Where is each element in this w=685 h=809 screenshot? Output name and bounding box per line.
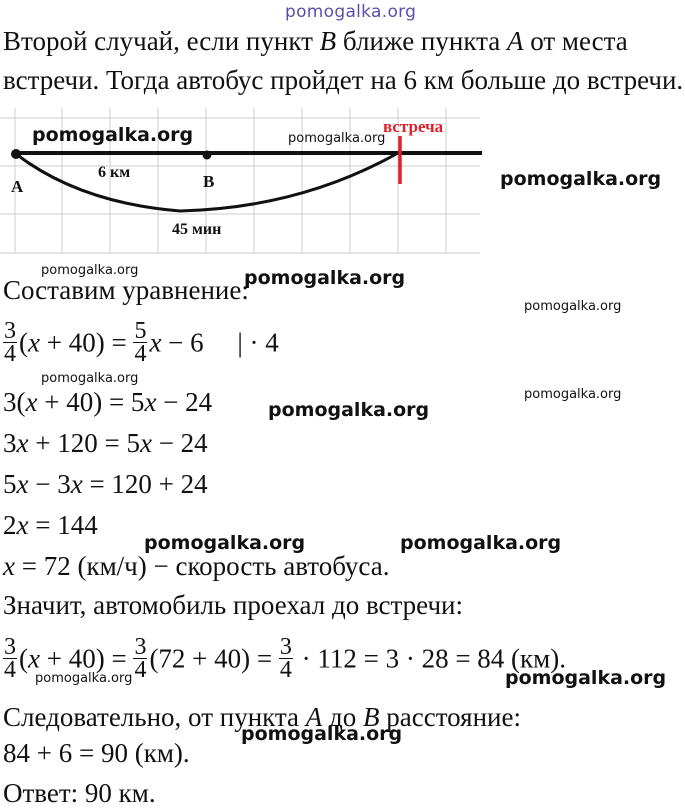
label-b: B [203, 172, 215, 191]
watermark[interactable]: pomogalka.org [32, 124, 194, 146]
watermark[interactable]: pomogalka.org [268, 399, 430, 421]
intro-text: ближе пункта [336, 25, 507, 56]
equation-6: x = 72 (км/ч) − скорость автобуса. [3, 550, 390, 581]
fraction: $\frac{5}{4}$ [134, 318, 147, 367]
watermark[interactable]: pomogalka.org [288, 131, 386, 146]
intro-line-1 [3, 22, 628, 57]
equation-5: 2x = 144 [3, 509, 98, 540]
compose-text: Составим уравнение: [3, 275, 249, 305]
equation-3: 3x + 120 = 5x − 24 [3, 427, 208, 458]
answer-text: Ответ: 90 км. [3, 778, 156, 808]
label-distance: 6 км [98, 164, 131, 181]
watermark[interactable]: pomogalka.org [524, 299, 622, 314]
point-a-var: A [506, 25, 524, 56]
watermark[interactable]: pomogalka.org [144, 532, 306, 554]
intro-text: от места [523, 25, 628, 56]
watermark[interactable]: pomogalka.org [41, 371, 139, 386]
meeting-label: встреча [383, 117, 444, 136]
watermark[interactable]: pomogalka.org [41, 263, 139, 278]
fraction: $\frac{3}{4}$ [134, 634, 147, 683]
equation-2: 3(x + 40) = 5x − 24 [3, 386, 213, 417]
label-time: 45 мин [172, 221, 222, 238]
watermark[interactable]: pomogalka.org [400, 532, 562, 554]
label-a: A [11, 177, 24, 196]
intro-line-2: встречи. Тогда автобус пройдет на 6 км больше до встречи. [3, 65, 684, 95]
watermark[interactable]: pomogalka.org [524, 387, 622, 402]
equation-7: $\frac{3}{4}$ (x + 40) = $\frac{3}{4}$ (72 + 40) = $\frac{3}{4}$ · 112 = 3 · 28 = 84 (км). [4, 634, 566, 683]
equation-4: 5x − 3x = 120 + 24 [3, 468, 208, 499]
fraction: $\frac{3}{4}$ [279, 634, 292, 683]
watermark[interactable]: pomogalka.org [505, 667, 667, 689]
intro-text: Второй случай, если пункт [3, 25, 320, 56]
point-b-dot [203, 151, 212, 160]
car-text: Значит, автомобиль проехал до встречи: [3, 590, 464, 620]
equation-8: 84 + 6 = 90 (км). [3, 738, 190, 768]
watermark-top[interactable]: pomogalka.org [285, 2, 417, 22]
point-b-var: B [319, 25, 337, 56]
equation-1: $\frac{3}{4}$ (x + 40) = $\frac{5}{4}$ x − 6 | · 4 [4, 318, 279, 367]
fraction: $\frac{3}{4}$ [4, 318, 16, 367]
watermark[interactable]: pomogalka.org [35, 671, 133, 686]
watermark[interactable]: pomogalka.org [500, 168, 662, 190]
watermark[interactable]: pomogalka.org [241, 723, 403, 745]
fraction: $\frac{3}{4}$ [4, 634, 16, 683]
distance-text: Следовательно, от пункта A до B расстояние: [3, 701, 521, 732]
watermark[interactable]: pomogalka.org [244, 267, 406, 289]
